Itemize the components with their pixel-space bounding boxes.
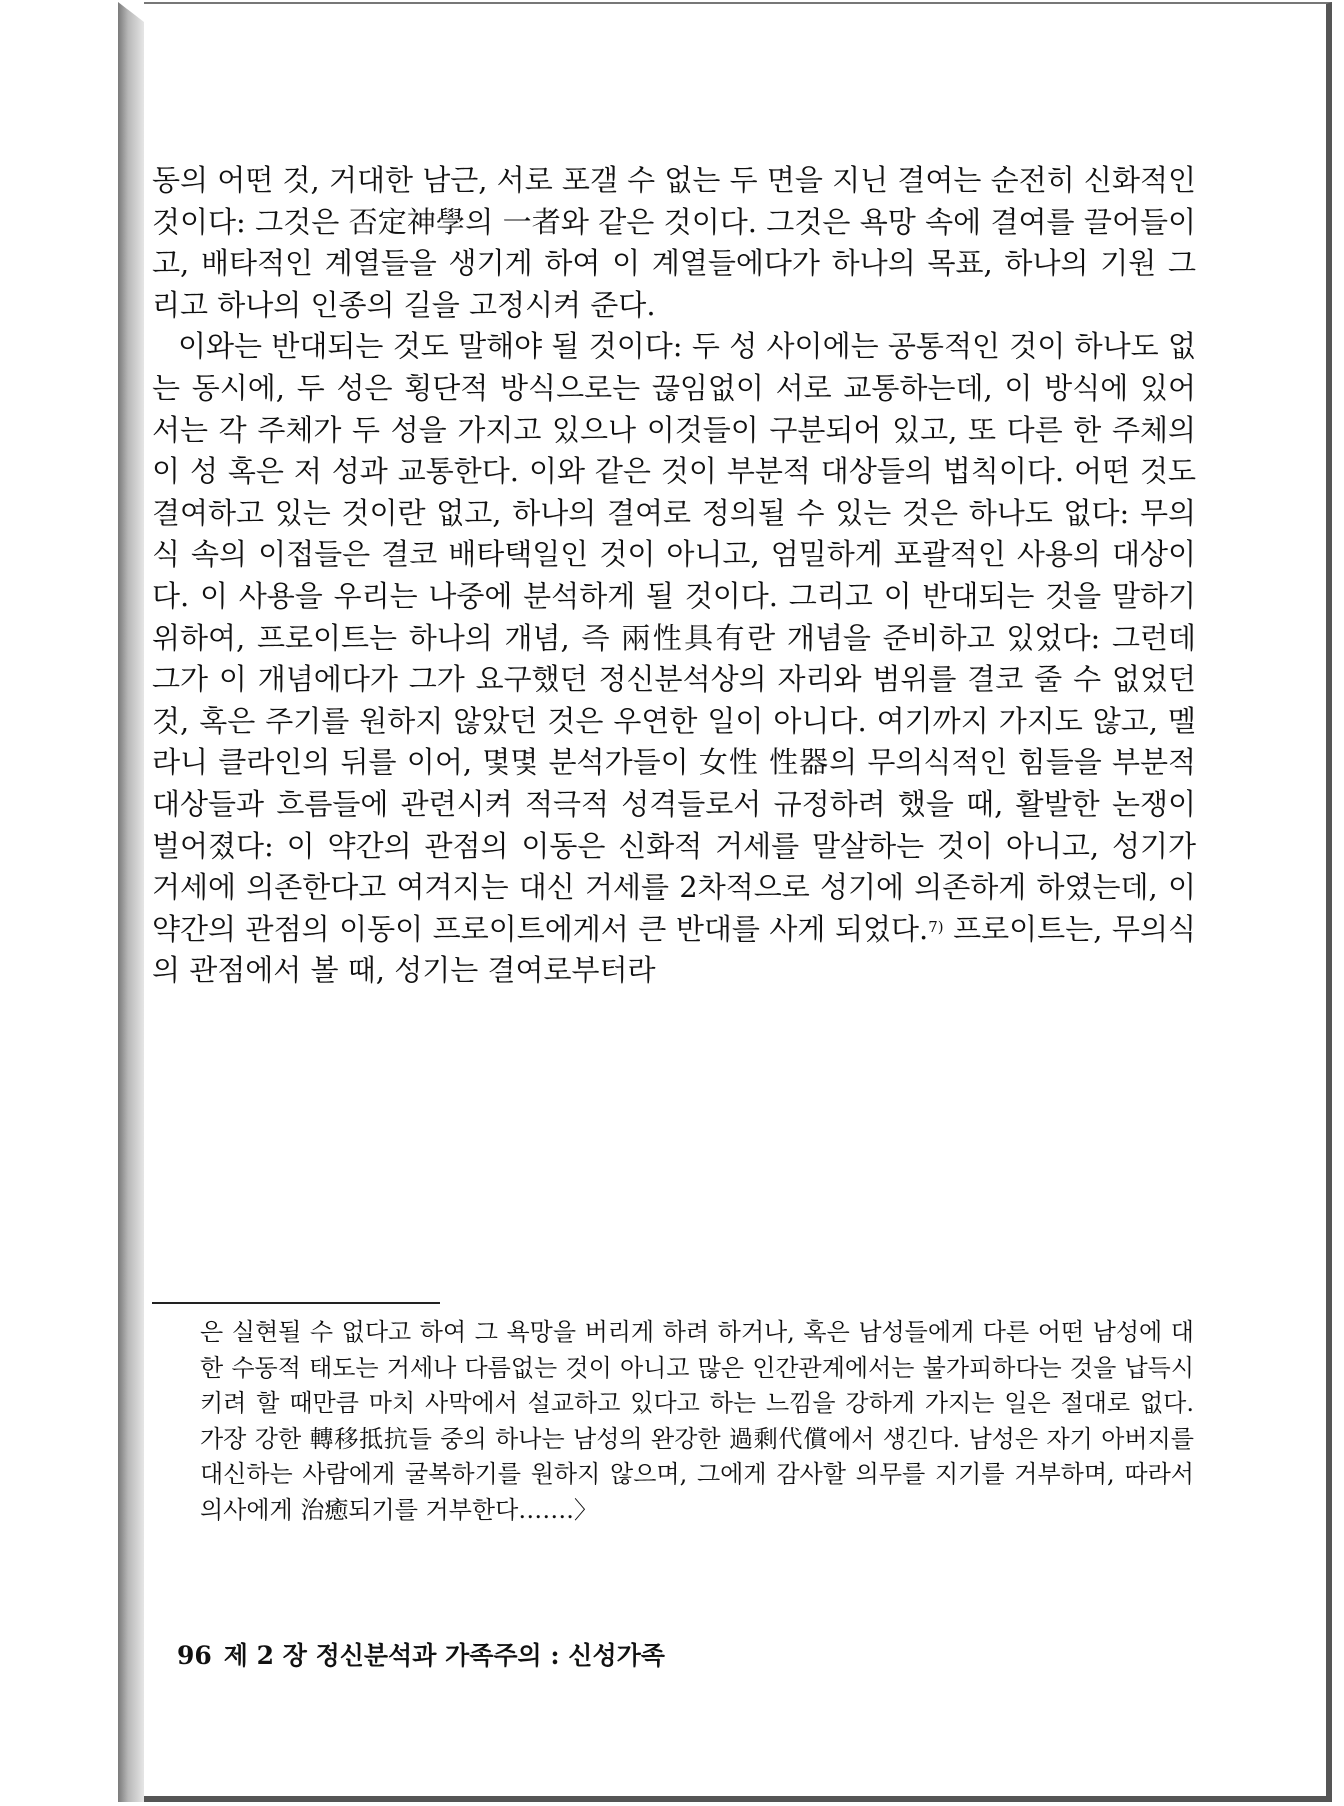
paragraph-1: 동의 어떤 것, 거대한 남근, 서로 포갤 수 없는 두 면을 지닌 결여는 순전히 신화적인 것이다: 그것은 否定神學의 一者와 같은 것이다. 그것은 욕망 속에 결여를 끌어들이고, 배타적인 계열들을 생기게 하여 이 계열들에다가 하나의 목표, 하나의 기원 그리고 하나의 인종의 길을 고정시켜 준다. [152, 163, 1196, 322]
paragraph-2-text: 이와는 반대되는 것도 말해야 될 것이다: 두 성 사이에는 공통적인 것이 하나도 없는 동시에, 두 성은 횡단적 방식으로는 끊임없이 서로 교통하는데, 이 방식에 있어서는 각 주체가 두 성을 가지고 있으나 이것들이 구분되어 있고, 또 다른 한 주체의 이 성 혹은 저 성과 교통한다. 이와 같은 것이 부분적 대상들의 법칙이다. 어떤 것도 결여하고 있는 것이란 없고, 하나의 결여로 정의될 수 있는 것은 하나도 없다: 무의식 속의 이접들은 결코 배타택일인 것이 아니고, 엄밀하게 포괄적인 사용의 대상이다. 이 사용을 우리는 나중에 분석하게 될 것이다. 그리고 이 반대되는 것을 말하기 위하여, 프로이트는 하나의 개념, 즉 兩性具有란 개념을 준비하고 있었다: 그런데 그가 이 개념에다가 그가 요구했던 정신분석상의 자리와 범위를 결코 줄 수 없었던 것, 혹은 주기를 원하지 않았던 것은 우연한 일이 아니다. 여기까지 가지도 않고, 멜라니 클라인의 뒤를 이어, 몇몇 분석가들이 女性 性器의 무의식적인 힘들을 부분적 대상들과 흐름들에 관련시켜 적극적 성격들로서 규정하려 했을 때, 활발한 논쟁이 벌어졌다: 이 약간의 관점의 이동은 신화적 거세를 말살하는 것이 아니고, 성기가 거세에 의존한다고 여겨지는 대신 거세를 2차적으로 성기에 의존하게 하였는데, 이 약간의 관점의 이동이 프로이트에게서 큰 반대를 사게 되었다. [152, 329, 1196, 946]
paragraph-2 [152, 326, 1196, 992]
book-edge [118, 2, 144, 1802]
chapter-title: 제 2 장 정신분석과 가족주의 : 신성가족 [223, 1641, 665, 1670]
footnote-reference: 7) [928, 917, 944, 936]
page-number: 96 [177, 1641, 212, 1670]
footnote-text: 은 실현될 수 없다고 하여 그 욕망을 버리게 하려 하거나, 혹은 남성들에게 다른 어떤 남성에 대한 수동적 태도는 거세나 다름없는 것이 아니고 많은 인간관계에서는 불가피하다는 것을 납득시키려 할 때만큼 마치 사막에서 설교하고 있다고 하는 느낌을 강하게 가지는 일은 절대로 없다. 가장 강한 轉移抵抗들 중의 하나는 남성의 완강한 過剩代償에서 생긴다. 남성은 자기 아버지를 대신하는 사람에게 굴복하기를 원하지 않으며, 그에게 감사할 의무를 지기를 거부하며, 따라서 의사에게 治癒되기를 거부한다…….〉 [200, 1318, 1194, 1524]
body-text [152, 160, 1196, 992]
page-footer [177, 1636, 677, 1672]
footnote-divider [152, 1302, 440, 1304]
paragraph-2-end: 프로이트는, 무의식의 관점에서 볼 때, 성기는 결여로부터라 [152, 911, 1196, 988]
footnote [200, 1315, 1194, 1529]
